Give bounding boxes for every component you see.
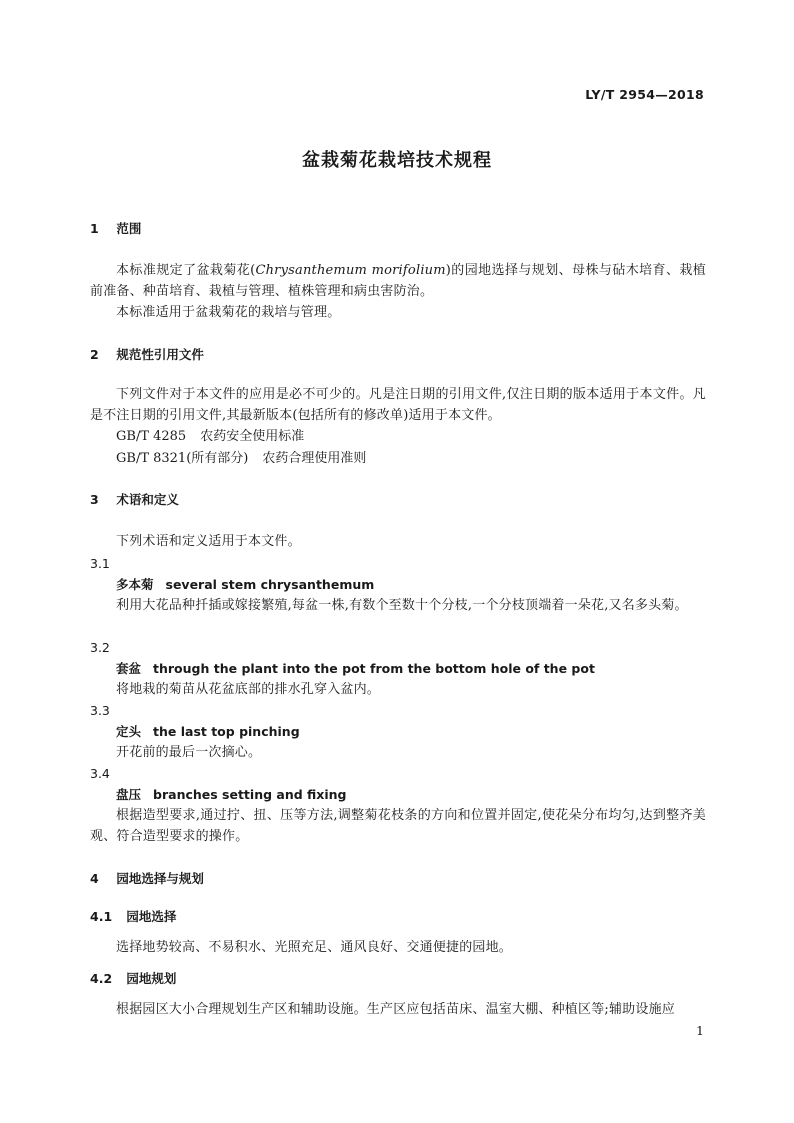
section-title: 范围 (116, 221, 142, 236)
section-4-heading (90, 868, 706, 889)
section-number: 1 (90, 221, 99, 236)
section-title: 规范性引用文件 (116, 347, 204, 362)
page-number: 1 (696, 1023, 704, 1038)
standard-code: LY/T 2954—2018 (585, 87, 704, 102)
term-heading (90, 721, 732, 742)
term-definition: 将地栽的菊苗从花盆底部的排水孔穿入盆内。 (116, 682, 381, 697)
section-1-paragraph-2: 本标准适用于盆栽菊花的栽培与管理。 (116, 305, 341, 320)
term-heading (90, 658, 732, 679)
subsection-4-2-text: 根据园区大小合理规划生产区和辅助设施。生产区应包括苗床、温室大棚、种植区等;辅助设施应 (116, 1002, 675, 1017)
subsection-4-1-text: 选择地势较高、不易积水、光照充足、通风良好、交通便捷的园地。 (116, 940, 513, 955)
term-zh: 多本菊 (116, 577, 154, 592)
term-number: 3.2 (90, 640, 110, 655)
reference-code: GB/T 8321(所有部分) (116, 451, 249, 466)
subsection-number: 4.2 (90, 971, 113, 986)
section-1-paragraph-1 (90, 260, 706, 302)
subsection-number: 4.1 (90, 909, 113, 924)
term-en: the last top pinching (153, 724, 300, 739)
reference-item (90, 426, 732, 447)
term-en: several stem chrysanthemum (165, 577, 375, 592)
term-heading (90, 574, 732, 595)
section-number: 2 (90, 347, 99, 362)
term-zh: 定头 (116, 724, 142, 739)
section-number: 4 (90, 871, 99, 886)
term-number: 3.4 (90, 766, 110, 781)
term-zh: 套盆 (116, 661, 142, 676)
term-zh: 盘压 (116, 787, 142, 802)
section-2-paragraph: 下列文件对于本文件的应用是必不可少的。凡是注日期的引用文件,仅注日期的版本适用于本文件。凡是不注日期的引用文件,其最新版本(包括所有的修改单)适用于本文件。 (90, 387, 706, 423)
reference-code: GB/T 4285 (116, 429, 187, 444)
term-en: branches setting and fixing (153, 787, 347, 802)
reference-name: 农药安全使用标准 (200, 429, 305, 444)
section-2-heading (90, 344, 706, 365)
text-run: )的园地选择与规划、母株与砧木培育、栽植前准备、种苗培育、栽植与管理、植株管理和病虫害防治。 (90, 263, 706, 299)
section-3-intro: 下列术语和定义适用于本文件。 (116, 534, 301, 549)
term-heading (90, 784, 732, 805)
latin-name: Chrysanthemum morifolium (255, 263, 446, 278)
document-title: 盆栽菊花栽培技术规程 (302, 150, 492, 171)
subsection-4-1-heading (90, 906, 706, 927)
text-run: 本标准规定了盆栽菊花( (116, 263, 256, 278)
term-number: 3.3 (90, 703, 110, 718)
term-number: 3.1 (90, 556, 110, 571)
term-definition: 利用大花品种扦插或嫁接繁殖,每盆一株,有数个至数十个分枝,一个分枝顶端着一朵花,又名多头菊。 (116, 598, 688, 613)
reference-name: 农药合理使用准则 (262, 451, 367, 466)
subsection-4-2-heading (90, 968, 706, 989)
section-title: 园地选择与规划 (116, 871, 204, 886)
section-1-heading (90, 218, 706, 239)
subsection-title: 园地选择 (126, 909, 177, 924)
section-number: 3 (90, 492, 99, 507)
subsection-title: 园地规划 (126, 971, 177, 986)
term-definition: 根据造型要求,通过拧、扭、压等方法,调整菊花枝条的方向和位置并固定,使花朵分布均匀,达到整齐美观、符合造型要求的操作。 (90, 808, 706, 844)
reference-item (90, 448, 732, 469)
term-en: through the plant into the pot from the bottom hole of the pot (153, 661, 595, 676)
section-3-heading (90, 489, 706, 510)
term-definition: 开花前的最后一次摘心。 (116, 745, 262, 760)
section-title: 术语和定义 (116, 492, 179, 507)
